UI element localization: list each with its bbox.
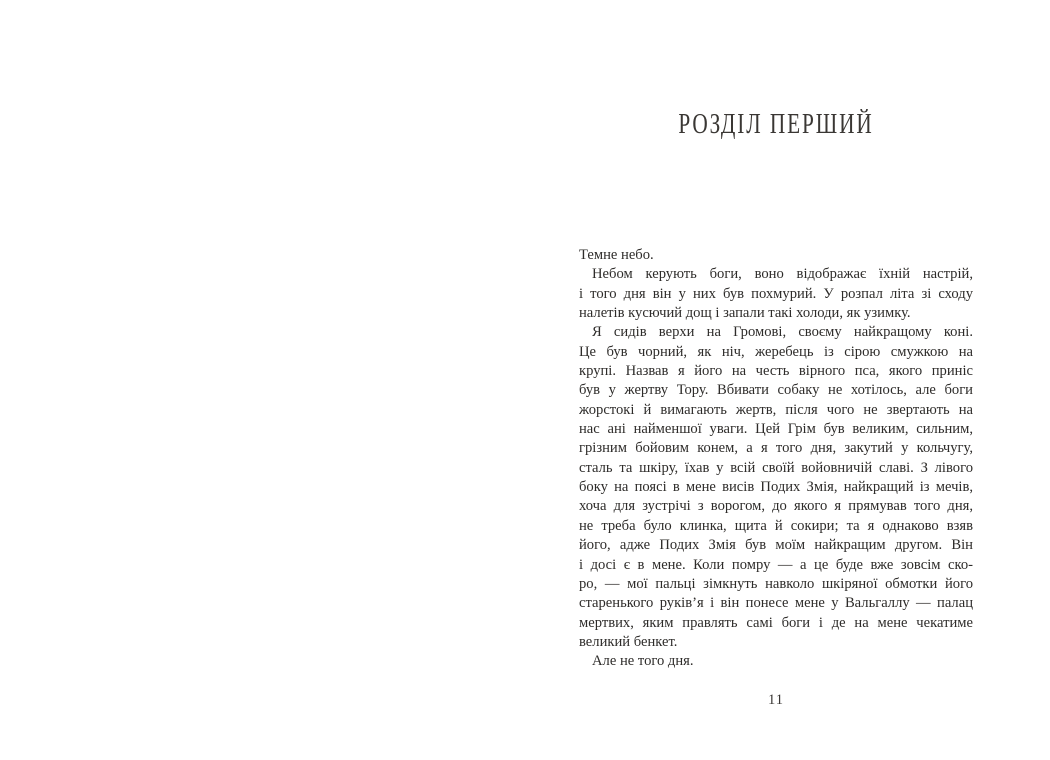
text-line: Темне небо. xyxy=(579,247,654,263)
text-line: налетів кусючий дощ і запали такі холоди, як узимку. xyxy=(579,305,911,322)
text-line: ро, — мої пальці зімкнуть навколо шкіряної обмотки його xyxy=(579,575,973,592)
text-line: сталь та шкіру, їхав у всій своїй войовничій славі. З лівого xyxy=(579,459,973,476)
page-number: 11 xyxy=(768,692,784,708)
text-line: хоча для зустрічі з ворогом, до якого я прямував того дня, xyxy=(579,498,973,515)
text-line: боку на поясі в мене висів Подих Змія, найкращий із мечів, xyxy=(579,479,973,496)
chapter-heading: РОЗДІЛ ПЕРШИЙ xyxy=(678,109,874,140)
text-line: жорстокі й вимагають жертв, після чого не звертають на xyxy=(579,401,973,418)
text-line: грізним бойовим конем, а я того дня, закутий у кольчугу, xyxy=(579,440,973,457)
body-text-block xyxy=(579,246,973,672)
text-line: його, адже Подих Змія був моїм найкращим другом. Він xyxy=(579,537,973,554)
text-line: Але не того дня. xyxy=(592,653,694,670)
text-line: нас ані найменшої уваги. Цей Грім був великим, сильним, xyxy=(579,421,973,438)
text-line: був у жертву Тору. Вбивати собаку не хотілось, але боги xyxy=(579,382,973,399)
text-line: і досі є в мене. Коли помру — а це буде вже зовсім ско- xyxy=(579,556,973,573)
text-line: Я сидів верхи на Громові, своєму найкращому коні. xyxy=(592,324,973,341)
text-line: старенького руків’я і він понесе мене у Вальгаллу — палац xyxy=(579,595,973,612)
text-line: мертвих, яким правлять самі боги і де на мене чекатиме xyxy=(579,614,973,631)
text-line: Небом керують боги, воно відображає їхній настрій, xyxy=(592,266,973,283)
text-line: і того дня він у них був похмурий. У розпал літа зі сходу xyxy=(579,285,973,302)
text-line: не треба було клинка, щита й сокири; та я однаково взяв xyxy=(579,517,973,534)
text-line: Це був чорний, як ніч, жеребець із сірою смужкою на xyxy=(579,343,973,360)
text-line: великий бенкет. xyxy=(579,633,678,650)
text-line: крупі. Назвав я його на честь вірного пса, якого приніс xyxy=(579,363,973,380)
